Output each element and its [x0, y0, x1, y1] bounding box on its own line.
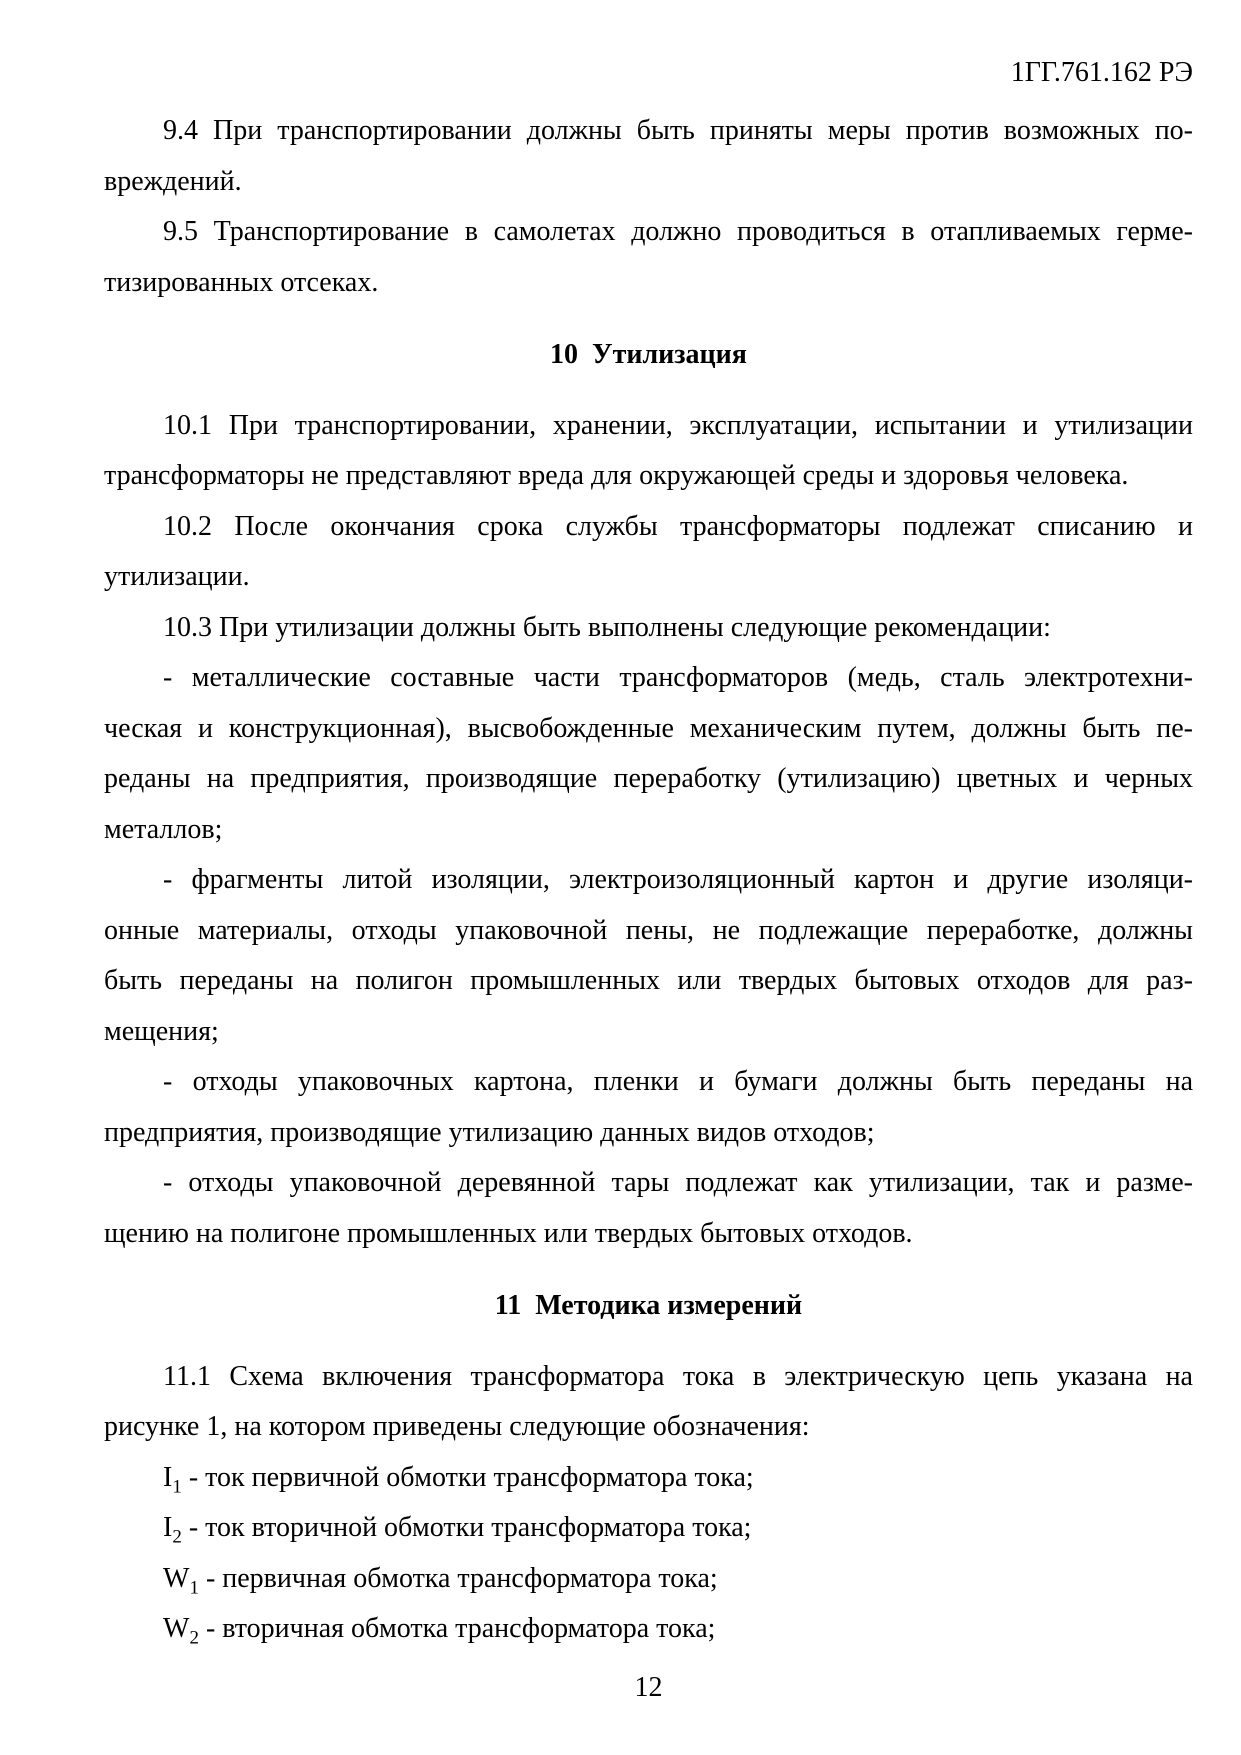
- definitions-list: [104, 1453, 1193, 1655]
- text-line: мещения;: [104, 1015, 219, 1047]
- text-line: вреждений.: [104, 165, 242, 197]
- subscript-1: 1: [172, 1476, 182, 1498]
- definition-w2-text: - вторичная обмотка трансформатора тока;: [198, 1613, 716, 1644]
- text-line: - металлические составные части трансформаторов (медь, сталь электротехни-: [163, 662, 1193, 693]
- text-line: реданы на предприятия, производящие переработку (утилизацию) цветных и черных: [104, 763, 1193, 794]
- section-11-heading: 11 Методика измерений: [494, 1290, 803, 1321]
- bullet-insulation-fragments: [104, 855, 1193, 1057]
- paragraph-11-1: [104, 1352, 1193, 1453]
- text-line: металлов;: [104, 813, 223, 845]
- bullet-wooden-packaging: [104, 1158, 1193, 1259]
- text-line: - отходы упаковочных картона, пленки и бумаги должны быть переданы на: [163, 1066, 1193, 1097]
- symbol-w2: W: [163, 1613, 190, 1644]
- text-line: 10.2 После окончания срока службы трансформаторы подлежат списанию и: [163, 510, 1193, 542]
- text-line: онные материалы, отходы упаковочной пены, не подлежащие переработке, должны: [104, 914, 1193, 946]
- page-number: 12: [634, 1671, 663, 1703]
- definition-i2-text: - ток вторичной обмотки трансформатора тока;: [181, 1512, 752, 1543]
- paragraph-10-3: [104, 603, 1193, 654]
- definition-i1-text: - ток первичной обмотки трансформатора тока;: [181, 1461, 754, 1493]
- definition-w1: [104, 1554, 1193, 1605]
- paragraph-10-1: [104, 401, 1193, 502]
- definition-w1-text: - первичная обмотка трансформатора тока;: [198, 1562, 718, 1594]
- paragraph-9-4: [104, 106, 1193, 207]
- text-line: рисунке 1, на котором приведены следующие обозначения:: [104, 1411, 810, 1442]
- text-line: 11.1 Схема включения трансформатора тока в электрическую цепь указана на: [163, 1360, 1193, 1392]
- bullet-packaging-cardboard: [104, 1057, 1193, 1158]
- symbol-i1: I: [163, 1461, 173, 1493]
- text-line: щению на полигоне промышленных или твердых бытовых отходов.: [104, 1217, 913, 1249]
- text-line: 9.5 Транспортирование в самолетах должно проводиться в отапливаемых герме-: [163, 216, 1193, 247]
- text-line: 9.4 При транспортировании должны быть приняты меры против возможных по-: [163, 115, 1193, 146]
- text-line: 10.1 При транспортировании, хранении, эксплуатации, испытании и утилизации: [163, 409, 1193, 441]
- text-line: утилизации.: [104, 561, 250, 592]
- text-line: - фрагменты литой изоляции, электроизоляционный картон и другие изоляци-: [163, 864, 1193, 895]
- section-10-heading: 10 Утилизация: [550, 339, 747, 370]
- document-code: 1ГГ.761.162 РЭ: [1010, 57, 1193, 88]
- symbol-w1: W: [163, 1562, 190, 1594]
- text-line: ческая и конструкционная), высвобожденные механическим путем, должны быть пе-: [104, 712, 1193, 744]
- definition-w2: [104, 1604, 1193, 1655]
- definition-i2: [104, 1503, 1193, 1554]
- subscript-2: 2: [172, 1526, 182, 1548]
- text-line: трансформаторы не представляют вреда для окружающей среды и здоровья человека.: [104, 460, 1129, 491]
- paragraph-10-2: [104, 502, 1193, 603]
- text-line: тизированных отсеках.: [104, 266, 379, 298]
- text-line: предприятия, производящие утилизацию данных видов отходов;: [104, 1116, 875, 1148]
- text-line: 10.3 При утилизации должны быть выполнены следующие рекомендации:: [163, 611, 1051, 643]
- subscript-1: 1: [189, 1577, 199, 1599]
- symbol-i2: I: [163, 1512, 173, 1543]
- text-line: быть переданы на полигон промышленных или твердых бытовых отходов для раз-: [104, 965, 1193, 996]
- paragraph-9-5: [104, 207, 1193, 308]
- text-line: - отходы упаковочной деревянной тары подлежат как утилизации, так и разме-: [163, 1167, 1193, 1198]
- subscript-2: 2: [189, 1627, 199, 1649]
- definition-i1: [104, 1453, 1193, 1504]
- bullet-metal-parts: [104, 653, 1193, 855]
